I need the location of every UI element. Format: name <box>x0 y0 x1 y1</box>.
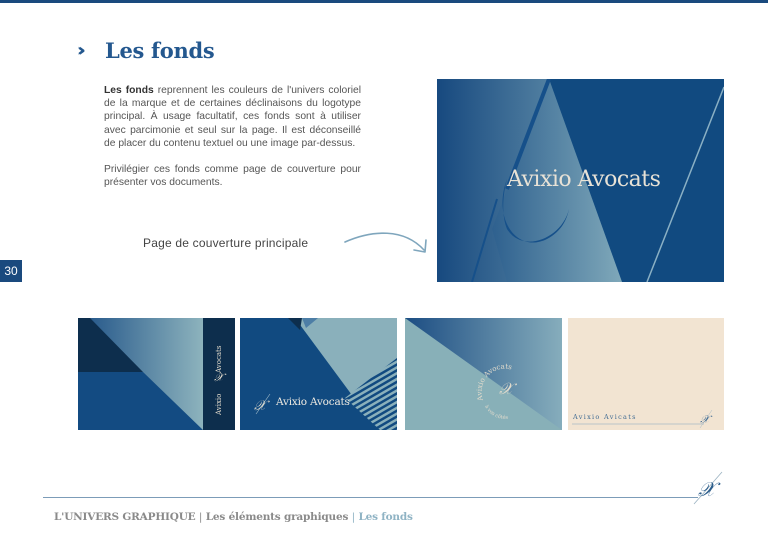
background-thumbnail-3 <box>405 318 562 430</box>
breadcrumb-current: Les fonds <box>358 511 413 523</box>
thumb3-graphic <box>405 318 562 430</box>
double-chevron-icon: ›› <box>77 40 80 61</box>
thumb1-text-right: Avocats <box>215 345 223 373</box>
intro-lead: Les fonds <box>104 85 154 96</box>
thumb1-graphic <box>78 318 235 430</box>
thumb2-graphic <box>240 318 397 430</box>
thumb4-graphic <box>568 318 724 430</box>
intro-text <box>104 84 361 202</box>
thumb1-text-left: Avixio <box>215 393 223 415</box>
ax-monogram-icon: 𝒳 <box>700 413 710 426</box>
background-thumbnail-4 <box>568 318 724 430</box>
thumb4-brand-text: Avixio Avicats <box>573 413 637 421</box>
breadcrumb-subsection: Les éléments graphiques <box>205 511 349 523</box>
seal-top-text: Avixio Avocats <box>475 362 513 402</box>
intro-body: reprennent les couleurs de l'univers coloriel de la marque et de certaines déclinaisons du logotype principal. À usage facultatif, ces fonds sont à utiliser avec parcimonie et seul sur la page. Il est déconseillé de placer du contenu textuel ou une image par-dessus. <box>104 85 361 149</box>
cover-caption: Page de couverture principale <box>143 236 309 250</box>
thumb2-brand-text: Avixio Avocats <box>276 396 350 408</box>
breadcrumb-separator: | <box>198 511 203 523</box>
background-thumbnail-2 <box>240 318 397 430</box>
ax-monogram-icon: 𝒳 <box>499 379 513 398</box>
intro-paragraph-1 <box>104 84 361 150</box>
footer-breadcrumb <box>54 511 413 523</box>
footer-divider <box>43 497 698 498</box>
top-accent-bar <box>0 0 768 3</box>
intro-paragraph-2: Privilégier ces fonds comme page de couverture pour présenter vos documents. <box>104 164 361 189</box>
footer-ax-monogram-icon <box>690 470 730 506</box>
ax-monogram-icon: 𝒳 <box>254 398 267 414</box>
main-cover-preview <box>437 79 724 282</box>
curved-arrow-icon <box>342 228 430 258</box>
page-title: Les fonds <box>105 38 215 63</box>
svg-text:𝒳: 𝒳 <box>698 477 716 501</box>
breadcrumb-section: L'UNIVERS GRAPHIQUE <box>54 511 196 523</box>
seal-bottom-text: à vos côtés <box>483 404 509 421</box>
background-thumbnail-1 <box>78 318 235 430</box>
page-number-badge: 30 <box>0 260 22 282</box>
breadcrumb-separator: | <box>351 511 355 523</box>
hero-brand-text: Avixio Avocats <box>507 167 661 192</box>
section-heading <box>77 38 214 63</box>
ax-monogram-icon: 𝒳 <box>214 371 224 384</box>
